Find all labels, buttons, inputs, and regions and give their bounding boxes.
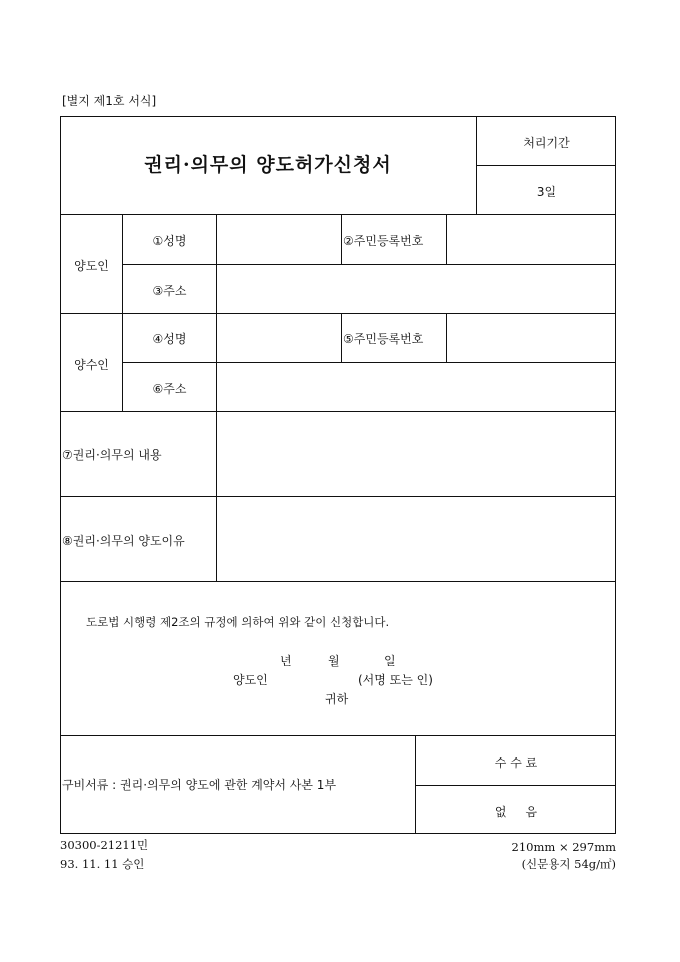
form-title: 권리·의무의 양도허가신청서 xyxy=(144,154,392,176)
processing-period-label: 처리기간 xyxy=(523,136,570,150)
transferor-divider xyxy=(60,313,616,314)
form-code: 30300-21211민 xyxy=(60,838,149,852)
addressee-suffix: 귀하 xyxy=(325,692,349,706)
paper-size: 210mm × 297mm xyxy=(511,840,616,854)
application-form xyxy=(60,116,616,834)
date-month-label: 월 xyxy=(328,654,340,668)
transferor-name-label: ①성명 xyxy=(152,234,187,248)
date-year-label: 년 xyxy=(280,654,292,668)
transferee-name-rrn-divider xyxy=(341,313,342,362)
fee-divider xyxy=(415,785,616,786)
transferee-group-label: 양수인 xyxy=(74,358,109,372)
transferor-group-label: 양도인 xyxy=(74,259,109,273)
fee-label: 수 수 료 xyxy=(494,756,538,770)
content-divider xyxy=(60,496,616,497)
transfer-reason-label: ⑧권리·의무의 양도이유 xyxy=(62,534,185,548)
transferor-inner-divider xyxy=(122,264,616,265)
transferee-name-label: ④성명 xyxy=(152,332,187,346)
transferor-name-rrn-divider xyxy=(341,214,342,264)
date-day-label: 일 xyxy=(384,654,396,668)
processing-divider xyxy=(476,165,616,166)
approval-date: 93. 11. 11 승인 xyxy=(60,857,145,871)
transferor-rrn-label: ②주민등록번호 xyxy=(343,234,424,248)
declaration-divider xyxy=(60,735,616,736)
signature-label[interactable]: (서명 또는 인) xyxy=(358,673,433,687)
transferee-divider xyxy=(60,411,616,412)
form-number-label: [별지 제1호 서식] xyxy=(62,94,157,108)
required-documents-text: 구비서류 : 권리·의무의 양도에 관한 계약서 사본 1부 xyxy=(62,778,337,792)
reason-divider xyxy=(60,581,616,582)
transferee-rrn-label: ⑤주민등록번호 xyxy=(343,332,424,346)
transferor-address-label: ③주소 xyxy=(152,284,187,298)
applicant-label: 양도인 xyxy=(233,673,268,687)
paper-type: (신문용지 54g/㎡) xyxy=(521,857,616,871)
label-value-divider xyxy=(216,214,217,581)
transferee-inner-divider xyxy=(122,362,616,363)
transferor-rrn-value-divider xyxy=(446,214,447,264)
transferee-rrn-value-divider xyxy=(446,313,447,362)
fee-value: 없 음 xyxy=(494,805,538,819)
transferee-address-label: ⑥주소 xyxy=(152,382,187,396)
title-row-divider xyxy=(60,214,616,215)
declaration-statement: 도로법 시행령 제2조의 규정에 의하여 위와 같이 신청합니다. xyxy=(86,615,390,629)
processing-period-value: 3일 xyxy=(536,185,557,199)
rights-content-label: ⑦권리·의무의 내용 xyxy=(62,448,162,462)
